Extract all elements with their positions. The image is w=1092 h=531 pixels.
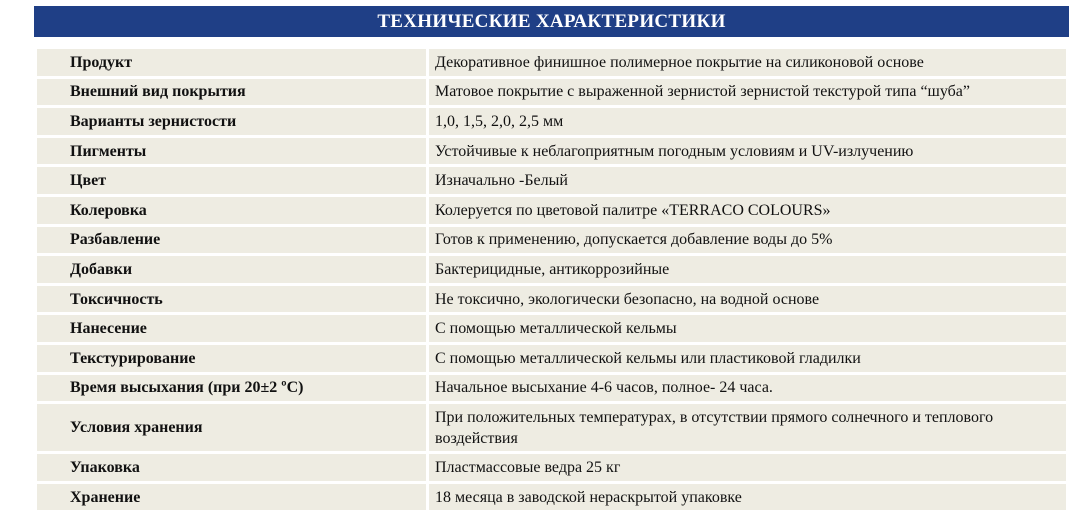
spec-value: С помощью металлической кельмы или пластиковой гладилки — [428, 343, 1068, 373]
section-title: ТЕХНИЧЕСКИЕ ХАРАКТЕРИСТИКИ — [34, 6, 1069, 37]
spec-value: Изначально -Белый — [428, 166, 1068, 196]
spec-key: Цвет — [36, 166, 428, 196]
spec-value: При положительных температурах, в отсутствии прямого солнечного и теплового воздействия — [428, 403, 1068, 453]
table-row — [36, 225, 1068, 255]
table-row — [36, 195, 1068, 225]
spec-key: Продукт — [36, 48, 428, 78]
table-row — [36, 373, 1068, 403]
spec-key: Пигменты — [36, 136, 428, 166]
spec-key: Разбавление — [36, 225, 428, 255]
table-row — [36, 343, 1068, 373]
spec-value: Пластмассовые ведра 25 кг — [428, 453, 1068, 483]
spec-value: Устойчивые к неблагоприятным погодным условиям и UV-излучению — [428, 136, 1068, 166]
spec-value: Матовое покрытие с выраженной зернистой зернистой текстурой типа “шуба” — [428, 77, 1068, 107]
spec-value: 18 месяца в заводской нераскрытой упаковке — [428, 482, 1068, 512]
table-row — [36, 48, 1068, 78]
table-row — [36, 166, 1068, 196]
table-row — [36, 255, 1068, 285]
spec-key: Хранение — [36, 482, 428, 512]
spec-key: Нанесение — [36, 314, 428, 344]
table-row — [36, 403, 1068, 453]
spec-key: Текстурирование — [36, 343, 428, 373]
spec-value: Готов к применению, допускается добавление воды до 5% — [428, 225, 1068, 255]
spec-key: Варианты зернистости — [36, 107, 428, 137]
spec-key: Время высыхания (при 20±2 ºС) — [36, 373, 428, 403]
table-row — [36, 136, 1068, 166]
spec-value: Не токсично, экологически безопасно, на водной основе — [428, 284, 1068, 314]
table-row — [36, 77, 1068, 107]
spec-value: Начальное высыхание 4-6 часов, полное- 24 часа. — [428, 373, 1068, 403]
spec-value: 1,0, 1,5, 2,0, 2,5 мм — [428, 107, 1068, 137]
spec-key: Токсичность — [36, 284, 428, 314]
spec-key: Условия хранения — [36, 403, 428, 453]
table-row — [36, 453, 1068, 483]
spec-key: Колеровка — [36, 195, 428, 225]
table-row — [36, 314, 1068, 344]
spec-key: Внешний вид покрытия — [36, 77, 428, 107]
spec-value: Колеруется по цветовой палитре «TERRACO COLOURS» — [428, 195, 1068, 225]
spec-key: Добавки — [36, 255, 428, 285]
spec-value: С помощью металлической кельмы — [428, 314, 1068, 344]
table-row — [36, 107, 1068, 137]
spec-value: Бактерицидные, антикоррозийные — [428, 255, 1068, 285]
spec-value: Декоративное финишное полимерное покрытие на силиконовой основе — [428, 48, 1068, 78]
spec-key: Упаковка — [36, 453, 428, 483]
table-row — [36, 482, 1068, 512]
specifications-table — [34, 46, 1069, 513]
table-row — [36, 284, 1068, 314]
